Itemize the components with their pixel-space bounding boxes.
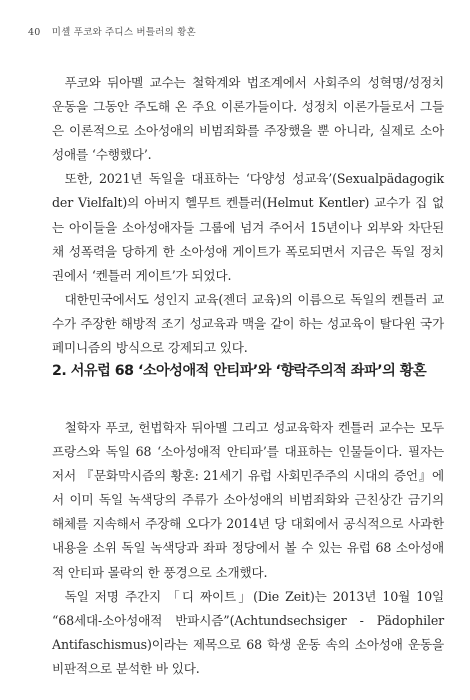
body-paragraph: 철학자 푸코, 헌법학자 뒤아멜 그리고 성교육학자 켄틀러 교수는 모두 프랑스와 독일 68 ‘소아성애적 안티파’를 대표하는 인물들이다. 필자는 저서 『문화막시즘의 황혼: 21세기 유럽 사회민주주의 시대의 증언』에서 이미 독일 녹색당의 주류가 소아성애의 비범죄화와 근친상간 금기의 해체를 지속해서 주장해 오다가 2014년 당 대회에서 공식적으로 사과한 내용을 소위 독일 녹색당과 좌파 정당에서 볼 수 있는 유럽 68 소아성애적 안티파 몰락의 한 풍경으로 소개했다. [52, 420, 444, 580]
section-heading: 2. 서유럽 68 ‘소아성애적 안티파’와 ‘향락주의적 좌파’의 황혼 [52, 363, 427, 379]
body-paragraph: 또한, 2021년 독일을 대표하는 ‘다양성 성교육’(Sexualpädagogik der Vielfalt)의 아버지 헬무트 켄틀러(Helmut Kentler) 교수가 집 없는 아이들을 소아성애자들 그룹에 넘겨 주어서 15년이나 외부와 차단된 채 성폭력을 당하게 한 소아성애 게이트가 폭로되면서 지금은 독일 정치권에서 ‘켄틀러 게이트’가 되었다. [52, 171, 444, 283]
body-paragraph: 대한민국에서도 성인지 교육(젠더 교육)의 이름으로 독일의 켄틀러 교수가 주장한 해방적 조기 성교육과 맥을 같이 하는 성교육이 탈다윈 국가페미니즘의 방식으로 강제되고 있다. [52, 291, 444, 356]
body-paragraph: 푸코와 뒤아멜 교수는 철학계와 법조계에서 사회주의 성혁명/성정치 운동을 그동안 주도해 온 주요 이론가들이다. 성정치 이론가들로서 그들은 이론적으로 소아성애의 비범죄화를 주장했을 뿐 아니라, 실제로 소아성애를 ‘수행했다’. [52, 75, 444, 163]
section-two-body [52, 416, 444, 681]
section-one-body [52, 71, 444, 360]
page-number: 40 [28, 27, 41, 38]
body-paragraph: 독일 저명 주간지 「디 짜이트」(Die Zeit)는 2013년 10월 10일 “68세대-소아성애적 반파시즘”(Achtundsechsiger - Pädophiler Antifaschismus)이라는 제목으로 68 학생 운동 속의 소아성애 운동을 비판적으로 분석한 바 있다. [52, 588, 444, 676]
running-title: 미셸 푸코와 주디스 버틀러의 황혼 [51, 27, 196, 38]
running-head [28, 24, 196, 38]
